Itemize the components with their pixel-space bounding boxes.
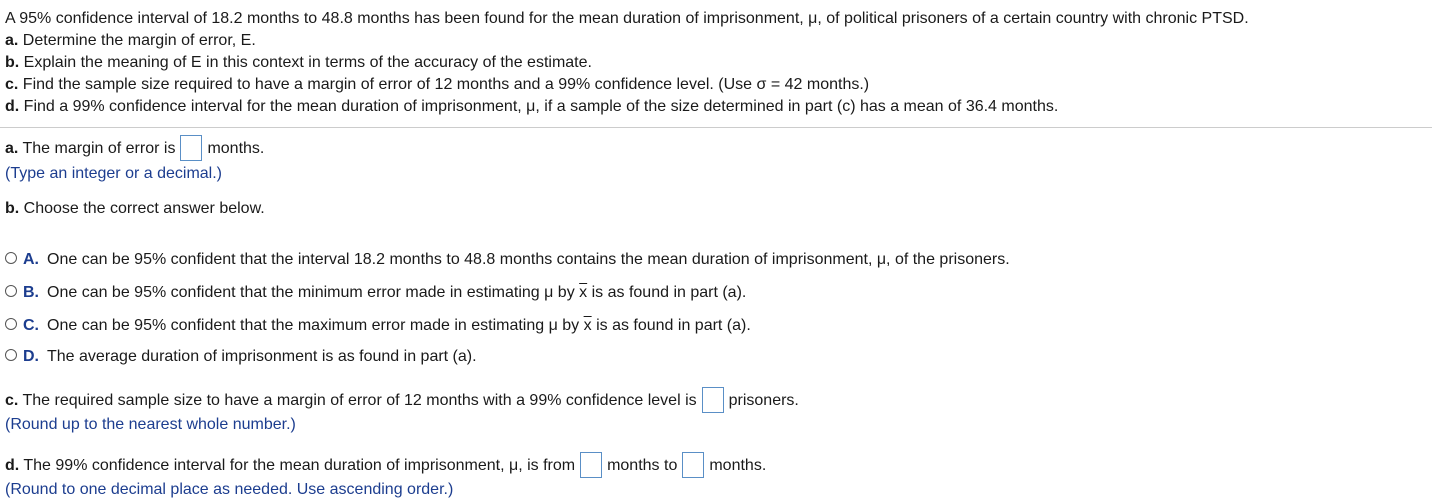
option-c-text-after: is as found in part (a). [596, 317, 751, 334]
question-part-c-label: c. [5, 76, 19, 93]
interval-upper-input[interactable] [682, 452, 704, 478]
answer-a-hint: (Type an integer or a decimal.) [5, 165, 222, 182]
answer-c-text-before: The required sample size to have a margin of error of 12 months with a 99% confidence level is [22, 392, 697, 410]
option-a[interactable] [5, 249, 1010, 271]
option-a-letter: A. [23, 251, 39, 268]
answer-a-row [5, 136, 264, 162]
answer-d-label: d. [5, 457, 20, 475]
question-intro: A 95% confidence interval of 18.2 months to 48.8 months has been found for the mean duration of imprisonment, μ, of political prisoners of a certain country with chronic PTSD. [5, 10, 1249, 27]
question-part-b [5, 52, 1249, 74]
option-d-letter: D. [23, 348, 39, 365]
option-b[interactable] [5, 282, 746, 304]
answer-b-label: b. [5, 200, 20, 217]
answer-a-text-before: The margin of error is [22, 140, 176, 158]
question-part-a [5, 30, 1249, 52]
option-d-radio[interactable] [5, 349, 17, 361]
option-c-letter: C. [23, 317, 39, 334]
answer-c-hint: (Round up to the nearest whole number.) [5, 416, 296, 433]
sample-size-input[interactable] [702, 387, 724, 413]
option-d[interactable] [5, 346, 477, 368]
answer-a-text-after: months. [207, 140, 265, 158]
question-part-d [5, 96, 1249, 118]
margin-of-error-input[interactable] [180, 135, 202, 161]
option-d-text: The average duration of imprisonment is as found in part (a). [47, 348, 477, 365]
option-c-radio[interactable] [5, 318, 17, 330]
answer-c-text-after: prisoners. [728, 392, 799, 410]
question-part-b-label: b. [5, 54, 20, 71]
option-b-text-after: is as found in part (a). [591, 284, 747, 301]
question-part-d-label: d. [5, 98, 20, 115]
question-part-a-text: Determine the margin of error, E. [22, 32, 256, 49]
answer-b-prompt-row [5, 198, 265, 220]
answer-c-row [5, 388, 799, 414]
option-a-text: One can be 95% confident that the interval 18.2 months to 48.8 months contains the mean duration of imprisonment, μ, of the prisoners. [47, 251, 1010, 268]
answer-a-label: a. [5, 140, 19, 158]
answer-b-prompt: Choose the correct answer below. [23, 200, 265, 217]
question-part-c [5, 74, 1249, 96]
question-part-b-text: Explain the meaning of E in this context in terms of the accuracy of the estimate. [23, 54, 592, 71]
option-b-xbar: $\overline{x}$ [579, 284, 588, 301]
section-divider [0, 127, 1432, 128]
answer-d-text-before: The 99% confidence interval for the mean duration of imprisonment, μ, is from [23, 457, 576, 475]
option-b-radio[interactable] [5, 285, 17, 297]
option-b-letter: B. [23, 284, 39, 301]
answer-c-label: c. [5, 392, 19, 410]
question-part-d-text: Find a 99% confidence interval for the mean duration of imprisonment, μ, if a sample of the size determined in part (c) has a mean of 36.4 months. [23, 98, 1059, 115]
option-c-text-before: One can be 95% confident that the maximum error made in estimating μ by [47, 317, 580, 334]
interval-lower-input[interactable] [580, 452, 602, 478]
answer-d-hint: (Round to one decimal place as needed. Use ascending order.) [5, 481, 454, 498]
answer-d-text-middle: months to [607, 457, 678, 475]
option-a-radio[interactable] [5, 252, 17, 264]
option-b-text-before: One can be 95% confident that the minimum error made in estimating μ by [47, 284, 575, 301]
question-part-c-text: Find the sample size required to have a margin of error of 12 months and a 99% confidence level. (Use σ = 42 months.) [22, 76, 870, 93]
answer-d-row [5, 453, 766, 479]
question-part-a-label: a. [5, 32, 19, 49]
answer-d-text-after: months. [709, 457, 767, 475]
option-c-xbar: $\overline{x}$ [583, 317, 592, 334]
option-c[interactable] [5, 315, 751, 337]
question-text [5, 8, 1249, 118]
